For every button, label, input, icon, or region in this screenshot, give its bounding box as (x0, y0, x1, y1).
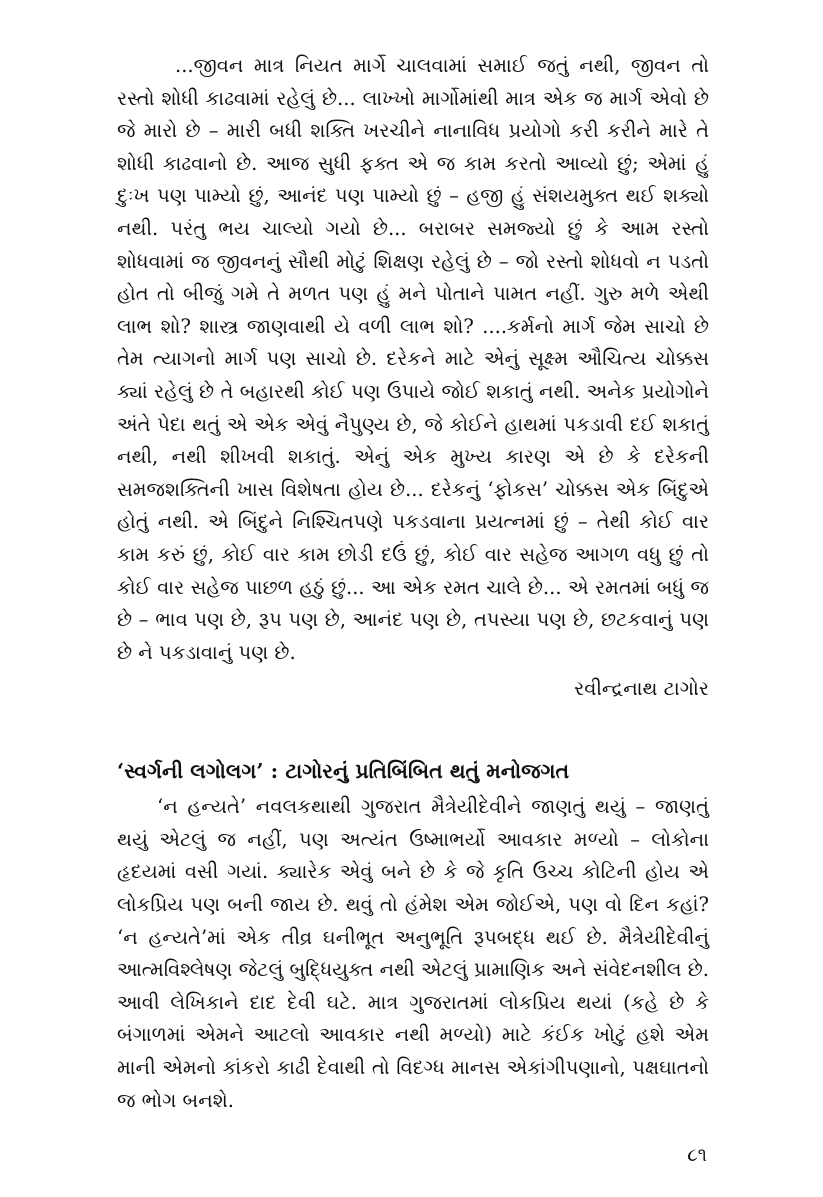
quote-paragraph: ...જીવન માત્ર નિયત માર્ગે ચાલવામાં સમાઈ જતું નથી, જીવન તો રસ્તો શોધી કાઢવામાં રહેલું છે... લાખ્ખો માર્ગોમાંથી માત્ર એક જ માર્ગ એવો છે જે મારો છે – મારી બધી શક્તિ ખરચીને નાનાવિધ પ્રયોગો કરી કરીને મારે તે શોધી કાઢવાનો છે. આજ સુધી ફક્ત એ જ કામ કરતો આવ્યો છું; એમાં હું દુઃખ પણ પામ્યો છું, આનંદ પણ પામ્યો છું – હજી હું સંશયમુક્ત થઈ શક્યો નથી. પરંતુ ભય ચાલ્યો ગયો છે... બરાબર સમજ્યો છું કે આમ રસ્તો શોધવામાં જ જીવનનું સૌથી મોટું શિક્ષણ રહેલું છે – જો રસ્તો શોધવો ન પડતો હોત તો બીજું ગમે તે મળત પણ હું મને પોતાને પામત નહીં. ગુરુ મળે એથી લાભ શો? શાસ્ત્ર જાણવાથી યે વળી લાભ શો? ....કર્મનો માર્ગ જેમ સાચો છે તેમ ત્યાગનો માર્ગ પણ સાચો છે. દરેકને માટે એનું સૂક્ષ્મ ઔચિત્ય ચોક્કસ ક્યાં રહેલું છે તે બહારથી કોઈ પણ ઉપાયે જોઈ શકાતું નથી. અનેક પ્રયોગોને અંતે પેદા થતું એ એક એવું નૈપુણ્ય છે, જે કોઈને હાથમાં પકડાવી દઈ શકાતું નથી, નથી શીખવી શકાતું. એનું એક મુખ્ય કારણ એ છે કે દરેકની સમજશક્તિની ખાસ વિશેષતા હોય છે... દરેકનું ‘ફોકસ’ ચોક્કસ એક બિંદુએ હોતું નથી. એ બિંદુને નિશ્ચિતપણે પકડવાના પ્રયત્નમાં છું – તેથી કોઈ વાર કામ કરું છું, કોઈ વાર કામ છોડી દઉં છું, કોઈ વાર સહેજ આગળ વધુ છું તો કોઈ વાર સહેજ પાછળ હઠું છું... આ એક રમત ચાલે છે... એ રમતમાં બધું જ છે – ભાવ પણ છે, રૂપ પણ છે, આનંદ પણ છે, તપસ્યા પણ છે, છટકવાનું પણ છે ને પકડાવાનું પણ છે. (117, 54, 709, 664)
quote-attribution: રવીન્દ્રનાથ ટાગોર (574, 677, 709, 701)
section-paragraph: ‘ન હન્યતે’ નવલકથાથી ગુજરાત મૈત્રેયીદેવીને જાણતું થયું – જાણતું થયું એટલું જ નહીં, પણ અત્યંત ઉષ્માભર્યો આવકાર મળ્યો – લોકોના હૃદયમાં વસી ગયાં. ક્યારેક એવું બને છે કે જે કૃતિ ઉચ્ચ કોટિની હોય એ લોકપ્રિય પણ બની જાય છે. થવું તો હંમેશ એમ જોઈએ, પણ વો દિન કહાં? ‘ન હન્યતે’માં એક તીવ્ર ઘનીભૂત અનુભૂતિ રૂપબદ્ધ થઈ છે. મૈત્રેયીદેવીનું આત્મવિશ્લેષણ જેટલું બુદ્ધિયુક્ત નથી એટલું પ્રામાણિક અને સંવેદનશીલ છે. આવી લેખિકાને દાદ દેવી ઘટે. માત્ર ગુજરાતમાં લોકપ્રિય થયાં (કહે છે કે બંગાળમાં એમને આટલો આવકાર નથી મળ્યો) માટે કંઈક ખોટું હશે એમ માની એમનો કાંકરો કાઢી દેવાથી તો વિદગ્ધ માનસ એકાંગીપણાનો, પક્ષઘાતનો જ ભોગ બનશે. (117, 795, 709, 1112)
page-body (117, 50, 709, 1117)
page-number: ૮૧ (687, 1144, 707, 1166)
section-heading: ‘સ્વર્ગની લગોલગ’ : ટાગોરનું પ્રતિબિંબિત થતું મનોજગત (117, 759, 570, 784)
